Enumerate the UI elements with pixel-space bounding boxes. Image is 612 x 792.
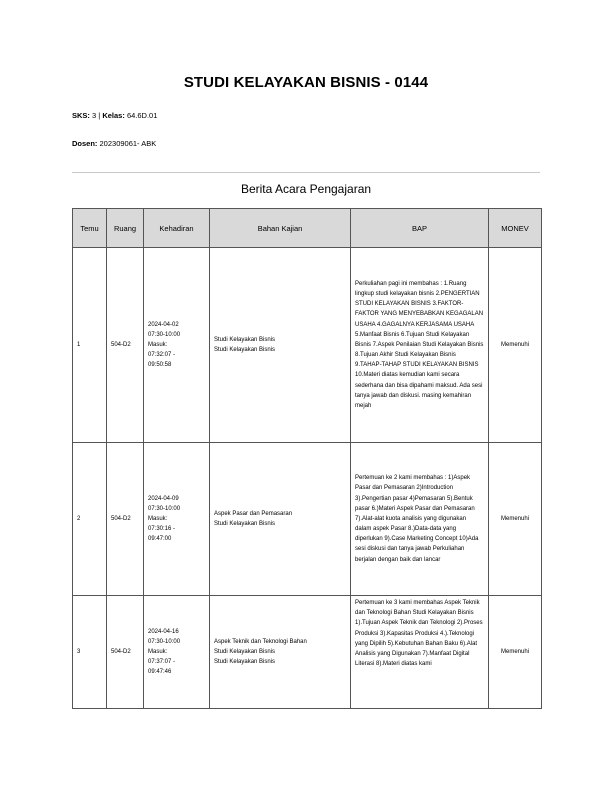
header-bahan-kajian: Bahan Kajian [210,209,351,248]
cell-temu: 3 [73,596,107,709]
kehadiran-schedule: 07:30-10:00 [148,505,181,512]
cell-bap: Pertemuan ke 3 kami membahas Aspek Teknik dan Teknologi Bahan Studi Kelayakan Bisnis 1).Tujuan Aspek Teknik dan Teknologi 2).Proses Produksi 3).Kapasitas Produksi 4.).Teknologi yang Dipilih 5).Kebutuhan Bahan Baku 6).Alat Analisis yang Digunakan 7).Manfaat Digital Literasi 8).Materi diatas kami [351,596,489,709]
kehadiran-label: Masuk: [148,515,168,522]
cell-kehadiran [144,443,210,596]
teaching-log-table [72,208,542,709]
kehadiran-in: 07:30:16 - [148,526,176,533]
cell-kehadiran [144,596,210,709]
cell-temu: 2 [73,443,107,596]
course-meta-line [72,111,157,120]
kehadiran-label: Masuk: [148,648,168,655]
bahan-item: Aspek Pasar dan Pemasaran [214,510,293,517]
cell-bahan-kajian [210,248,351,443]
cell-ruang: 504-D2 [107,248,144,443]
cell-kehadiran [144,248,210,443]
header-temu: Temu [73,209,107,248]
dosen-label: Dosen: [72,139,98,148]
bahan-item: Studi Kelayakan Bisnis [214,648,276,655]
kehadiran-in: 07:37:07 - [148,659,176,666]
sks-label: SKS: [72,111,90,120]
sks-value: 3 [92,111,97,120]
header-kehadiran: Kehadiran [144,209,210,248]
bahan-item: Aspek Teknik dan Teknologi Bahan [214,638,307,645]
cell-temu: 1 [73,248,107,443]
kehadiran-in: 07:32:07 - [148,352,176,359]
table-row [73,596,542,709]
table-row [73,443,542,596]
bahan-item: Studi Kelayakan Bisnis [214,659,276,666]
kehadiran-schedule: 07:30-10:00 [148,638,181,645]
cell-bahan-kajian [210,596,351,709]
kehadiran-label: Masuk: [148,341,168,348]
cell-bap: Pertemuan ke 2 kami membahas : 1)Aspek Pasar dan Pemasaran 2)Introduction 3).Pengertian pasar 4)Pemasaran 5).Bentuk pasar 6.)Materi Aspek Pasar dan Pemasaran 7).Alat-alat kuota analisis yang digunakan dalam aspek Pasar 8.)Data-data yang diperlukan 9).Case Marketing Concept 10)Ada sesi diskusi dan tanya jawab Perkuliahan berjalan dengan baik dan lancar [351,443,489,596]
kehadiran-date: 2024-04-09 [148,495,179,502]
bahan-item: Studi Kelayakan Bisnis [214,347,276,353]
cell-ruang: 504-D2 [107,596,144,709]
table-row [73,248,542,443]
divider [72,172,540,173]
cell-monev: Memenuhi [489,248,542,443]
kelas-value: 64.6D.01 [126,111,158,120]
header-monev: MONEV [489,209,542,248]
lecturer-line [72,139,156,148]
kelas-label: Kelas: [102,111,125,120]
kehadiran-out: 09:47:46 [148,669,172,676]
table-header-row [73,209,542,248]
cell-ruang: 504-D2 [107,443,144,596]
dosen-value: 202309061- ABK [99,139,157,148]
kehadiran-date: 2024-04-16 [148,628,179,635]
meta-separator: | [98,111,101,120]
cell-bahan-kajian [210,443,351,596]
bahan-item: Studi Kelayakan Bisnis [214,521,276,527]
header-bap: BAP [351,209,489,248]
kehadiran-out: 09:47:00 [148,536,172,543]
cell-bap: Perkuliahan pagi ini membahas : 1.Ruang lingkup studi kelayakan bisnis 2.PENGERTIAN STUDI KELAYAKAN BISNIS 3.FAKTOR-FAKTOR YANG MENYEBABKAN KEGAGALAN USAHA 4.GAGALNYA KERJASAMA USAHA 5.Manfaat Bisnis 6.Tujuan Studi Kelayakan Bisnis 7.Aspek Penilaian Studi Kelayakan Bisnis 8.Tujuan Akhir Studi Kelayakan Bisnis 9.TAHAP-TAHAP STUDI KELAYAKAN BISNIS 10.Materi diatas kemudian kami secara sederhana dan bisa dipahami maksud. Ada sesi tanya jawab dan diskusi. masing kemahiran mejah [351,248,489,443]
bahan-item: Studi Kelayakan Bisnis [214,336,276,343]
section-title: Berita Acara Pengajaran [240,182,372,196]
header-ruang: Ruang [107,209,144,248]
kehadiran-out: 09:50:58 [148,362,172,369]
course-title: STUDI KELAYAKAN BISNIS - 0144 [183,74,429,91]
cell-monev: Memenuhi [489,443,542,596]
kehadiran-date: 2024-04-02 [148,321,179,328]
kehadiran-schedule: 07:30-10:00 [148,331,181,338]
cell-monev: Memenuhi [489,596,542,709]
